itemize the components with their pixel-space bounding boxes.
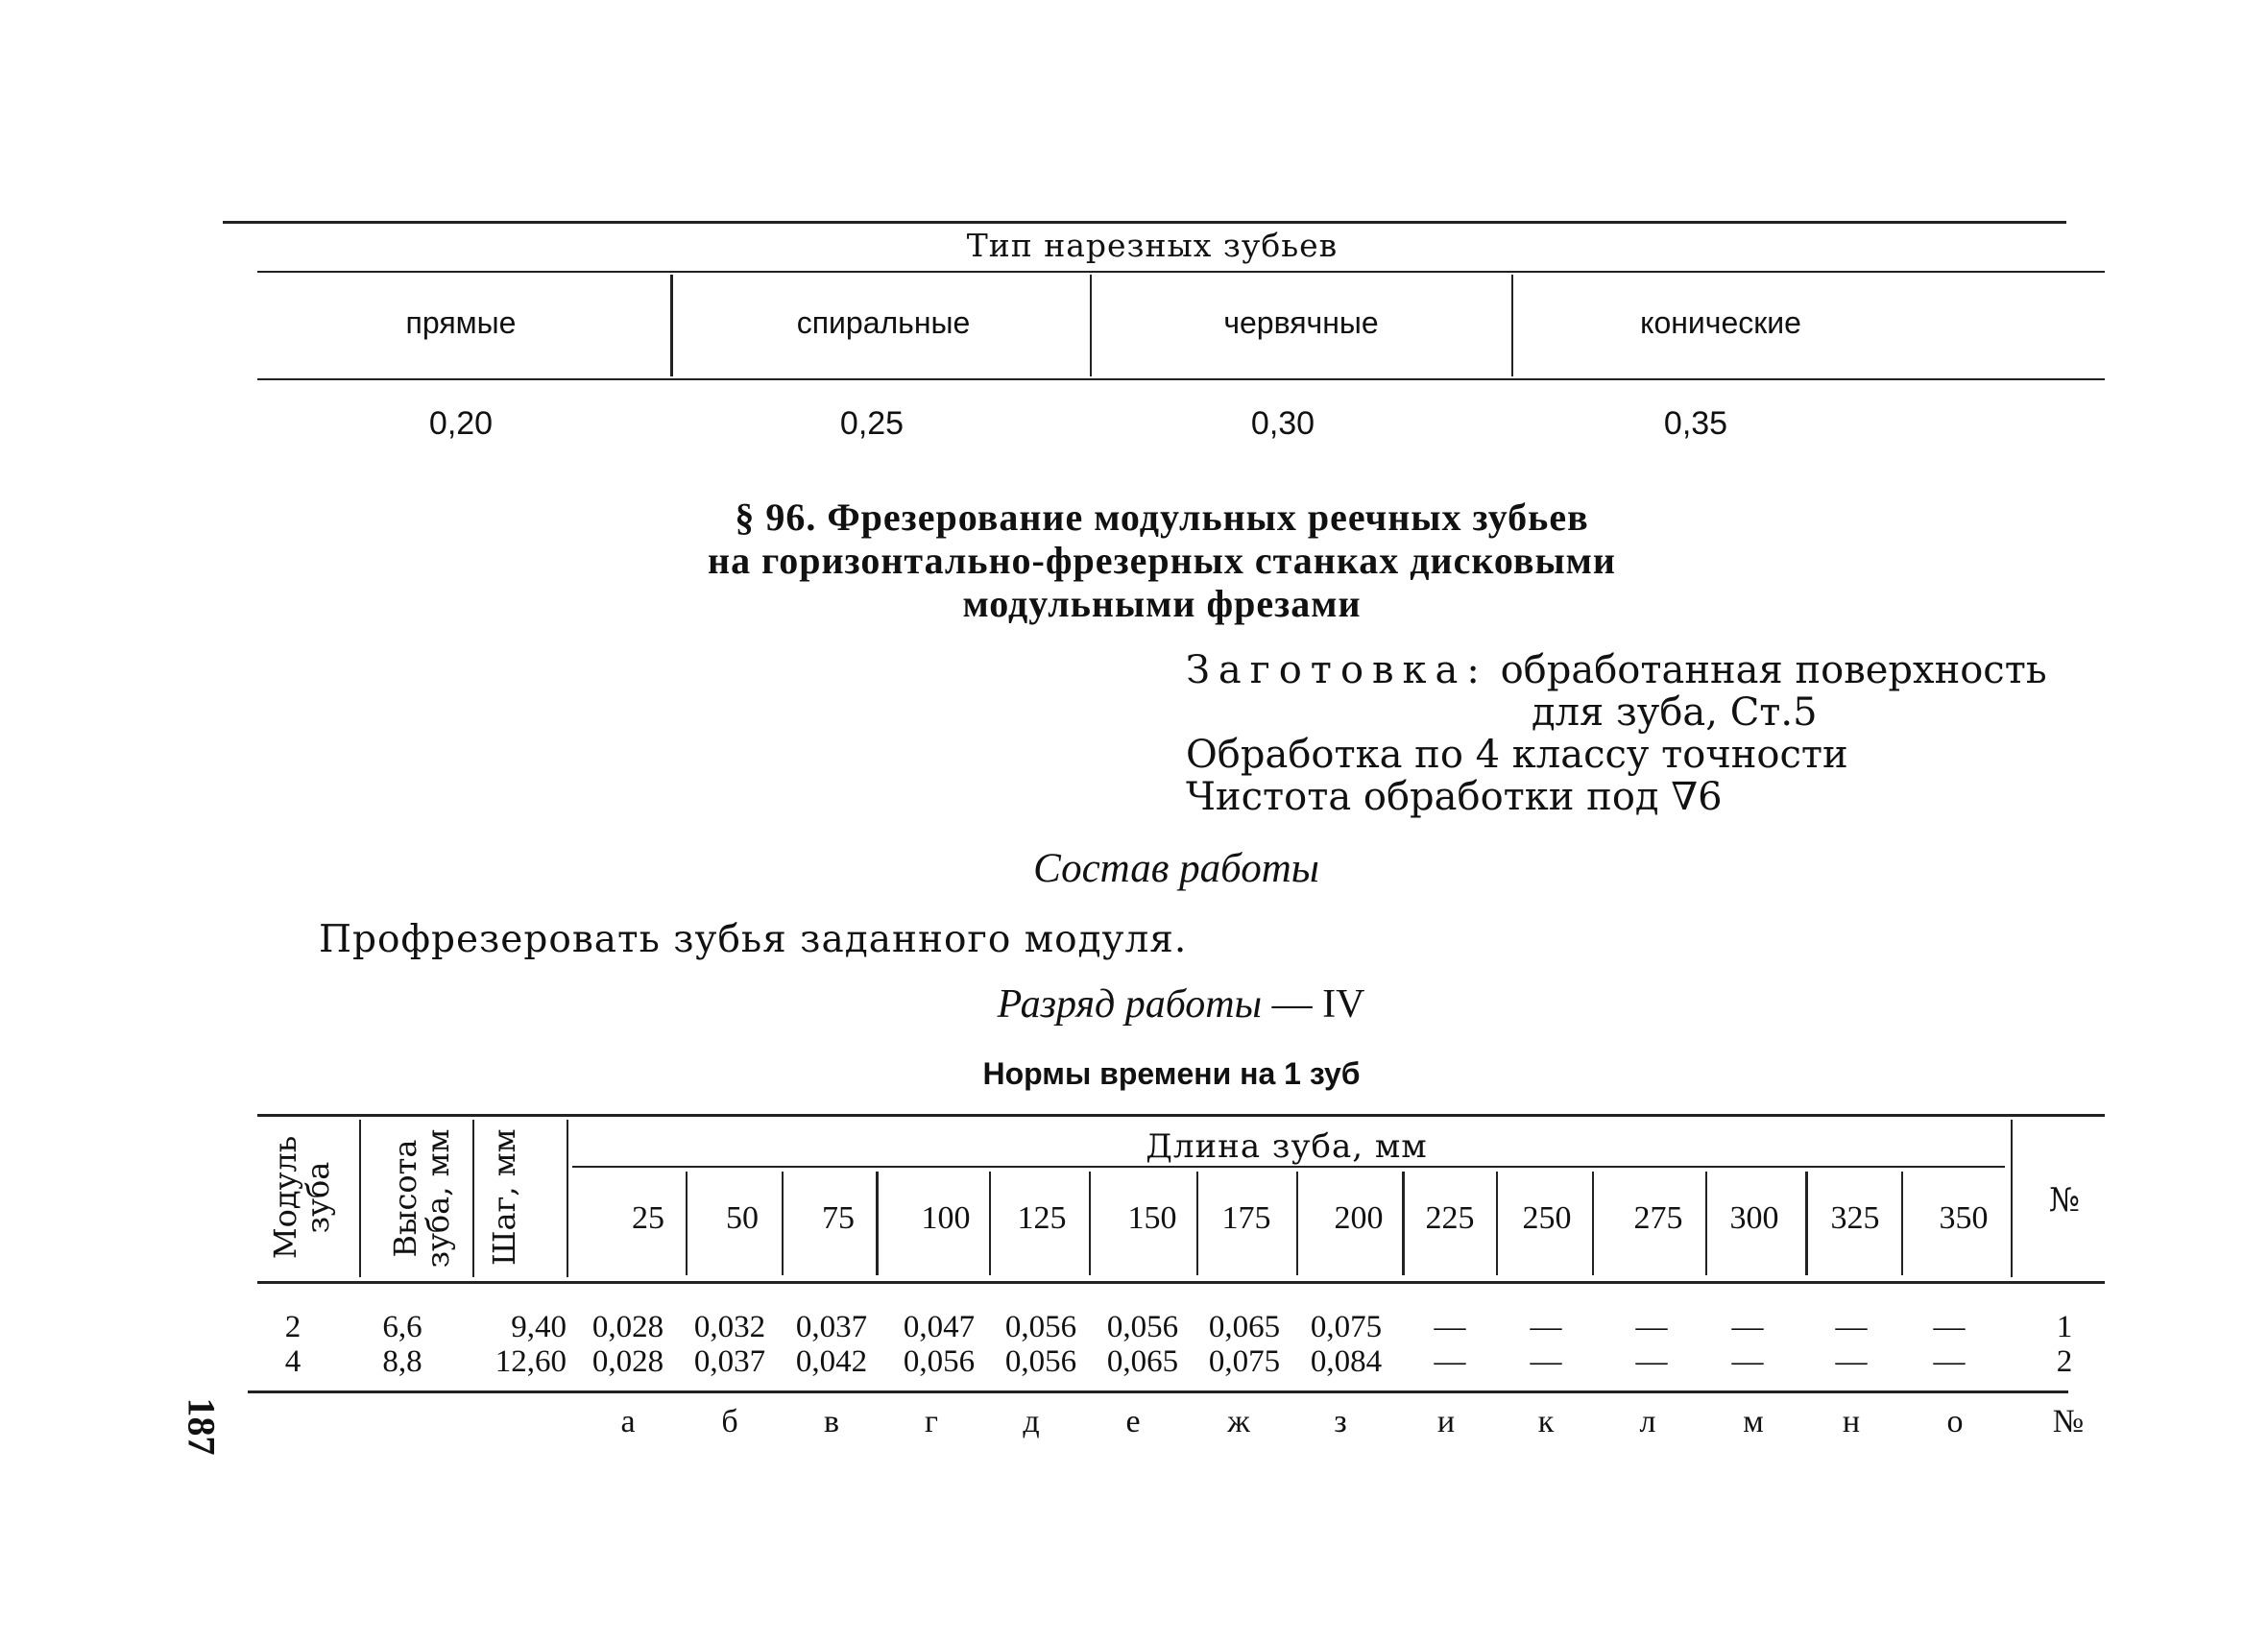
cell-value: —	[1635, 1344, 1668, 1379]
column-letter: а	[620, 1404, 636, 1439]
workpiece-line: Чистота обработки под ∇6	[1186, 775, 1723, 819]
length-col: 25	[632, 1200, 664, 1236]
table-bottom-rule	[248, 1390, 2068, 1393]
length-header-rule	[572, 1166, 2005, 1168]
length-col: 100	[921, 1200, 971, 1236]
length-col: 325	[1830, 1200, 1880, 1236]
top-table-divider	[1090, 275, 1092, 376]
cell-value: 0,065	[1106, 1344, 1179, 1379]
table-header-bottom-rule	[257, 1281, 2105, 1284]
top-table-divider	[670, 275, 673, 376]
section-heading-line: модульными фрезами	[962, 582, 1362, 625]
table-divider	[472, 1120, 474, 1277]
num-header: №	[2048, 1181, 2081, 1220]
top-table-value: 0,25	[839, 405, 905, 442]
top-rule	[223, 221, 2066, 224]
cell-pitch: 12,60	[495, 1344, 567, 1379]
top-table-header-rule	[257, 271, 2105, 273]
length-header: Длина зуба, мм	[1146, 1127, 1428, 1166]
composition-text: Профрезеровать зубья заданного модуля.	[319, 918, 1188, 961]
column-letter: ж	[1227, 1404, 1250, 1439]
column-letter: н	[1842, 1404, 1861, 1439]
cell-value: 0,056	[1004, 1344, 1077, 1379]
cell-value: 0,047	[903, 1310, 976, 1344]
workpiece-block	[1186, 649, 2047, 818]
column-letter: к	[1537, 1404, 1555, 1439]
cell-value: 0,084	[1310, 1344, 1383, 1379]
top-table-bottom-rule	[257, 378, 2105, 380]
top-table-value: 0,35	[1663, 405, 1728, 442]
cell-value: —	[1530, 1344, 1562, 1379]
cell-module: 4	[284, 1344, 302, 1379]
top-table-col-straight: прямые	[405, 305, 517, 340]
length-col: 300	[1729, 1200, 1779, 1236]
column-letter: о	[1946, 1404, 1964, 1439]
top-table-col-bevel: конические	[1640, 305, 1801, 340]
cell-value: 0,028	[591, 1344, 664, 1379]
section-heading-line: на горизонтально-фрезерных станках дисковыми	[708, 539, 1616, 582]
top-table-header: Тип нарезных зубьев	[966, 227, 1339, 264]
top-table-col-worm: червячные	[1223, 305, 1379, 340]
cell-pitch: 9,40	[511, 1310, 567, 1344]
section-heading-line: § 96. Фрезерование модульных реечных зубьев	[735, 496, 1589, 539]
length-col: 175	[1221, 1200, 1271, 1236]
length-col: 225	[1425, 1200, 1475, 1236]
column-letter: з	[1334, 1404, 1347, 1439]
cell-num: 2	[2056, 1344, 2073, 1379]
cell-value: —	[1933, 1310, 1966, 1344]
top-table-value: 0,20	[428, 405, 494, 442]
cell-value: —	[1933, 1344, 1966, 1379]
cell-value: —	[1530, 1310, 1562, 1344]
table-divider	[2011, 1120, 2013, 1277]
workpiece-label: Заготовка:	[1186, 648, 1488, 692]
length-col: 50	[726, 1200, 759, 1236]
cell-module: 2	[284, 1310, 302, 1344]
cell-value: —	[1434, 1310, 1466, 1344]
top-table-value: 0,30	[1250, 405, 1315, 442]
table-divider	[359, 1120, 361, 1277]
column-letter: и	[1436, 1404, 1456, 1439]
col-height-header: Высота зуба, мм	[387, 1128, 456, 1269]
column-letter-num: №	[2052, 1404, 2085, 1439]
cell-height: 8,8	[382, 1344, 422, 1379]
length-col: 200	[1334, 1200, 1384, 1236]
column-letter: м	[1743, 1404, 1764, 1439]
workpiece-line: Обработка по 4 классу точности	[1186, 733, 1848, 777]
length-col: 150	[1127, 1200, 1177, 1236]
col-module-header: Модуль зуба	[267, 1135, 336, 1260]
cell-value: 0,075	[1310, 1310, 1383, 1344]
length-col: 350	[1939, 1200, 1989, 1236]
cell-value: —	[1434, 1344, 1466, 1379]
cell-value: —	[1731, 1310, 1764, 1344]
workpiece-line: обработанная поверхность	[1500, 648, 2047, 692]
column-letter: в	[823, 1404, 840, 1439]
cell-value: 0,037	[693, 1344, 766, 1379]
table-divider	[567, 1120, 568, 1277]
cell-value: 0,037	[795, 1310, 868, 1344]
cell-value: 0,056	[1106, 1310, 1179, 1344]
cell-value: 0,065	[1208, 1310, 1281, 1344]
cell-value: 0,032	[693, 1310, 766, 1344]
table-top-rule	[257, 1114, 2105, 1117]
cell-value: —	[1835, 1344, 1868, 1379]
work-grade-label: Разряд работы	[997, 982, 1263, 1027]
column-letter: г	[925, 1404, 938, 1439]
length-col: 125	[1017, 1200, 1067, 1236]
col-pitch-header: Шаг, мм	[486, 1128, 522, 1266]
column-letter: е	[1125, 1404, 1141, 1439]
work-grade-value: — IV	[1271, 982, 1365, 1027]
norms-title: Нормы времени на 1 зуб	[982, 1056, 1361, 1091]
column-letter: л	[1639, 1404, 1656, 1439]
column-letter: б	[721, 1404, 738, 1439]
top-table-divider	[1511, 275, 1513, 376]
cell-value: —	[1835, 1310, 1868, 1344]
cell-value: —	[1635, 1310, 1668, 1344]
cell-value: 0,075	[1208, 1344, 1281, 1379]
cell-value: 0,056	[1004, 1310, 1077, 1344]
composition-title: Состав работы	[1033, 846, 1319, 891]
cell-num: 1	[2056, 1310, 2073, 1344]
cell-value: 0,056	[903, 1344, 976, 1379]
cell-height: 6,6	[382, 1310, 422, 1344]
length-col: 275	[1633, 1200, 1683, 1236]
section-heading	[538, 496, 1786, 625]
page-number: 187	[180, 1397, 224, 1456]
workpiece-line: для зуба, Ст.5	[1532, 690, 1818, 735]
length-col: 250	[1522, 1200, 1572, 1236]
cell-value: 0,042	[795, 1344, 868, 1379]
work-grade	[951, 981, 1411, 1028]
cell-value: —	[1731, 1344, 1764, 1379]
top-table-col-spiral: спиральные	[796, 305, 971, 340]
column-letter: д	[1023, 1404, 1040, 1439]
cell-value: 0,028	[591, 1310, 664, 1344]
length-col: 75	[822, 1200, 855, 1236]
